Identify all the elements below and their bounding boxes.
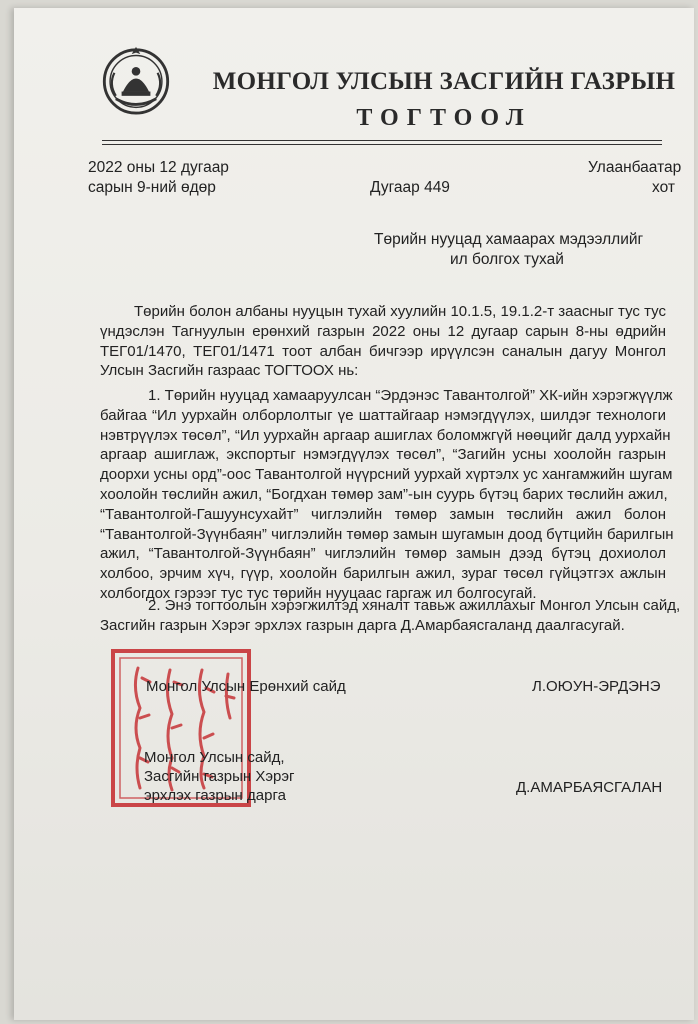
intro-line: Улсын Засгийн газраас ТОГТООХ нь: <box>100 362 359 380</box>
item-1-line: байгаа “Ил уурхайн олборлолтыг үе шаттайгаар нэмэгдүүлэх, шилдэг технологи <box>100 406 666 424</box>
subject-line-1: Төрийн нууцад хамаарах мэдээллийг <box>374 231 644 248</box>
state-emblem-icon <box>100 44 172 116</box>
pm-name: Л.ОЮУН-ЭРДЭНЭ <box>532 678 661 695</box>
minister-title-line-2: Засгийн газрын Хэрэг <box>144 768 295 785</box>
header-rule-bottom <box>102 144 662 145</box>
subject-line-2: ил болгох тухай <box>450 251 564 268</box>
date-line-1: 2022 оны 12 дугаар <box>88 159 229 176</box>
gov-title: МОНГОЛ УЛСЫН ЗАСГИЙН ГАЗРЫН <box>212 68 676 95</box>
item-1-line: доорхи усны орд”-оос Тавантолгой нүүрсний уурхай хүртэлх ус хангамжийн шугам <box>100 466 673 484</box>
item-2-line: Засгийн газрын Хэрэг эрхлэх газрын дарга Д.Амарбаясгаланд даалгасугай. <box>100 616 625 634</box>
date-line-2: сарын 9-ний өдөр <box>88 179 216 196</box>
intro-line: ТЕГ01/1470, ТЕГ01/1471 тоот албан бичгээр ирүүлсэн саналын дагуу Монгол <box>100 342 666 360</box>
minister-title-line-1: Монгол Улсын сайд, <box>144 749 285 766</box>
city-line-2: хот <box>652 179 675 196</box>
item-1-line: аргаар ашиглаж, экспортыг нэмэгдүүлэх төсөл”, “Загийн усны хоолойн газрын <box>100 446 666 464</box>
header-rule-top <box>102 140 662 141</box>
item-1-line: ажил, “Тавантолгой-Зүүнбаян” чиглэлийн төмөр замын дээд бүтэц дохиолол <box>100 545 666 563</box>
item-1-line: “Тавантолгой-Гашуунсухайт” чиглэлийн төмөр замын төслийн ажил болон <box>100 505 666 523</box>
intro-line: Төрийн болон албаны нууцын тухай хуулийн 10.1.5, 19.1.2-т заасныг тус тус <box>134 303 666 320</box>
item-1-line: хоолойн төслийн ажил, “Богдхан төмөр зам”-ын суурь бүтэц барих төслийн ажил, <box>100 485 668 503</box>
item-1-line: нэвтрүүлэх төсөл”, “Ил уурхайн аргаар ашиглах боломжгүй нөөцийг далд уурхайн <box>100 426 671 444</box>
item-2-paragraph <box>100 596 681 636</box>
pm-title: Монгол Улсын Ерөнхий сайд <box>146 678 346 695</box>
item-1-line: холбогдох гэрээг тус тус төрийн нууцаас гаргаж ил болгосугай. <box>100 584 537 602</box>
item-1-paragraph <box>100 386 674 604</box>
minister-title-line-3: эрхлэх газрын дарга <box>144 787 286 804</box>
item-1-line: 1. Төрийн нууцад хамааруулсан “Эрдэнэс Тавантолгой” ХК-ийн хэрэгжүүлж <box>148 387 673 404</box>
item-1-line: холбоо, эрчим хүч, гүүр, хоолойн барилгын ажил, зураг төсөл гүйцэтгэх ажлын <box>100 565 666 583</box>
minister-name: Д.АМАРБАЯСГАЛАН <box>516 779 663 796</box>
item-1-line: “Тавантолгой-Зүүнбаян” чиглэлийн төмөр замын шугамын доод бүтцийн барилгын <box>100 525 674 543</box>
item-2-line: 2. Энэ тогтоолын хэрэгжилтэд хяналт тавьж ажиллахыг Монгол Улсын сайд, <box>148 597 681 614</box>
intro-paragraph <box>100 302 666 381</box>
resolution-title: ТОГТООЛ <box>356 105 532 131</box>
intro-line: үндэслэн Тагнуулын ерөнхий газрын 2022 оны 12 дугаар сарын 8-ны өдрийн <box>100 322 666 340</box>
document-sheet <box>14 8 694 1020</box>
resolution-number: Дугаар 449 <box>370 179 450 196</box>
city-line-1: Улаанбаатар <box>588 159 682 176</box>
